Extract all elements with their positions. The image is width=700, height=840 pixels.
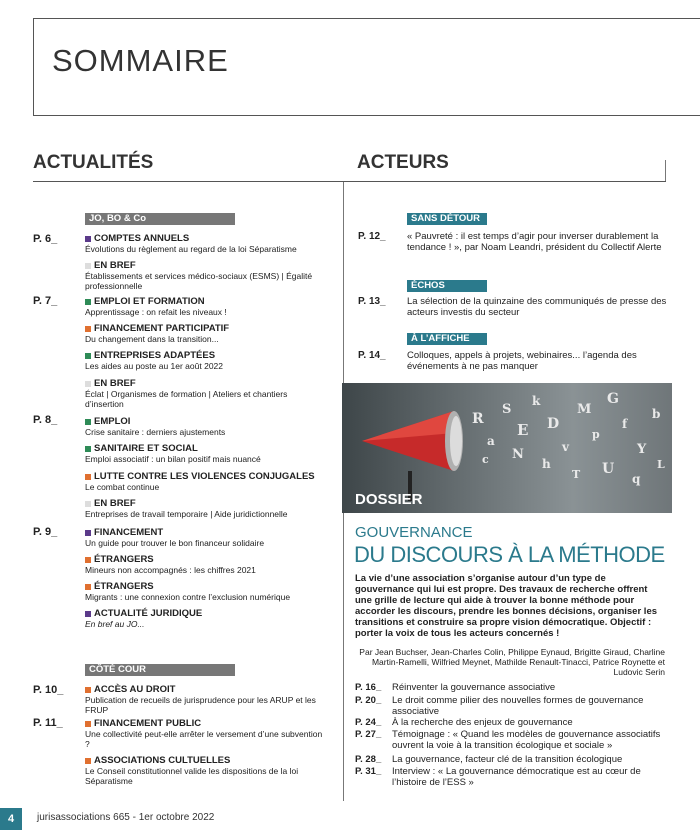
category-square-icon [85, 584, 91, 590]
page-ref: P. 10_ [33, 684, 64, 696]
actualites-heading: ACTUALITÉS [33, 152, 154, 173]
list-item[interactable]: ÉTRANGERS Mineurs non accompagnés : les chiffres 2021 [85, 554, 256, 575]
category-square-icon [85, 721, 91, 727]
label-echos: ÉCHOS [407, 280, 487, 292]
label-jo-bo: JO, BO & Co [85, 213, 235, 225]
page-number: 4 [0, 808, 22, 830]
svg-text:T: T [572, 468, 581, 481]
list-item[interactable]: EN BREF Éclat | Organismes de formation | Ateliers et chantiers d’insertion [85, 378, 288, 409]
page-ref: P. 14_ [358, 350, 386, 361]
category-square-icon [85, 530, 91, 536]
svg-text:D: D [547, 416, 560, 432]
label-a-laffiche: À L’AFFICHE [407, 333, 487, 345]
list-item[interactable]: FINANCEMENT PARTICIPATIF Du changement dans la transition... [85, 323, 230, 344]
list-item[interactable]: EMPLOI Crise sanitaire : derniers ajustements [85, 416, 226, 437]
list-item[interactable]: EN BREF Établissements et services médico-sociaux (ESMS) | Égalité professionnelle [85, 260, 313, 291]
svg-text:R: R [472, 411, 484, 427]
acteurs-text[interactable]: Colloques, appels à projets, webinaires... l’agenda des événements à ne pas manquer [407, 350, 637, 372]
category-square-icon [85, 611, 91, 617]
svg-text:M: M [577, 402, 592, 417]
acteurs-rule-tick [665, 160, 666, 181]
list-item[interactable]: ASSOCIATIONS CULTUELLES Le Conseil constitutionnel valide les dispositions de la loi Séparatisme [85, 755, 299, 786]
category-square-icon [85, 236, 91, 242]
dossier-subtitle: GOUVERNANCE [355, 524, 473, 541]
list-item[interactable]: ENTREPRISES ADAPTÉES Les aides au poste au 1er août 2022 [85, 350, 223, 371]
list-item[interactable]: EN BREF Entreprises de travail temporaire | Aide juridictionnelle [85, 498, 288, 519]
category-square-icon [85, 474, 91, 480]
dossier-title: DU DISCOURS À LA MÉTHODE [354, 542, 665, 567]
page-title: SOMMAIRE [52, 43, 229, 78]
page-ref: P. 9_ [33, 526, 58, 538]
svg-text:k: k [532, 394, 541, 408]
category-square-icon [85, 557, 91, 563]
list-item[interactable]: SANITAIRE ET SOCIAL Emploi associatif : un bilan positif mais nuancé [85, 443, 261, 464]
dossier-item[interactable]: P. 31_ Interview : « La gouvernance démocratique est au cœur de l’histoire de l’ESS » [355, 766, 641, 788]
svg-text:L: L [657, 458, 665, 471]
page-ref: P. 11_ [33, 717, 63, 729]
category-square-icon [85, 381, 91, 387]
svg-text:v: v [562, 440, 569, 454]
page-ref: P. 8_ [33, 414, 58, 426]
svg-text:Y: Y [637, 442, 647, 457]
footer-text: jurisassociations 665 - 1er octobre 2022 [37, 812, 215, 823]
svg-text:f: f [622, 417, 628, 431]
list-item[interactable]: LUTTE CONTRE LES VIOLENCES CONJUGALES Le combat continue [85, 471, 315, 492]
category-square-icon [85, 263, 91, 269]
dossier-intro: La vie d’une association s’organise autour d’un type de gouvernance qui lui est propre. Des travaux de recherche offrent une grille de lecture qui aide à trouver la bonne méthode pour accorder les discours, prendre les bonnes décisions, organiser les transitions et construire sa propre vision démocratique. Objectif : porter la voix de tous les acteurs concernés ! [355, 573, 658, 639]
category-square-icon [85, 326, 91, 332]
acteurs-rule [343, 181, 666, 182]
svg-text:h: h [542, 457, 551, 471]
category-square-icon [85, 353, 91, 359]
svg-text:b: b [652, 407, 661, 421]
acteurs-heading: ACTEURS [357, 152, 449, 173]
label-sans-detour: SANS DÉTOUR [407, 213, 487, 225]
svg-text:p: p [592, 428, 600, 441]
list-item[interactable]: FINANCEMENT Un guide pour trouver le bon financeur solidaire [85, 527, 265, 548]
acteurs-text[interactable]: La sélection de la quinzaine des communiqués de presse des acteurs investis du secteur [407, 296, 667, 318]
list-item[interactable]: ACCÈS AU DROIT Publication de recueils de jurisprudence pour les ARUP et les FRUP [85, 684, 316, 715]
list-item[interactable]: FINANCEMENT PUBLIC Une collectivité peut-elle arrêter le versement d’une subvention ? [85, 718, 323, 749]
page-ref: P. 6_ [33, 233, 58, 245]
category-square-icon [85, 501, 91, 507]
list-item[interactable]: EMPLOI ET FORMATION Apprentissage : on refait les niveaux ! [85, 296, 227, 317]
svg-text:E: E [517, 421, 529, 439]
title-box [33, 18, 700, 116]
page-ref: P. 12_ [358, 231, 386, 242]
page-ref: P. 7_ [33, 295, 58, 307]
actualites-rule [33, 181, 343, 182]
svg-text:S: S [502, 402, 512, 417]
svg-text:q: q [632, 472, 641, 486]
page-ref: P. 13_ [358, 296, 386, 307]
category-square-icon [85, 758, 91, 764]
category-square-icon [85, 687, 91, 693]
dossier-item[interactable]: P. 20_ Le droit comme pilier des nouvelles formes de gouvernance associative [355, 695, 644, 717]
category-square-icon [85, 299, 91, 305]
list-item[interactable]: ACTUALITÉ JURIDIQUE En bref au JO... [85, 608, 203, 629]
category-square-icon [85, 419, 91, 425]
acteurs-text[interactable]: « Pauvreté : il est temps d’agir pour inverser durablement la tendance ! », par Noam Leandri, président du Collectif Alerte [407, 231, 662, 253]
svg-text:a: a [487, 434, 495, 448]
list-item[interactable]: COMPTES ANNUELS Évolutions du règlement au regard de la loi Séparatisme [85, 233, 297, 254]
dossier-label: DOSSIER [355, 491, 423, 508]
svg-text:c: c [482, 453, 489, 466]
svg-text:G: G [607, 391, 619, 407]
label-cote-cour: CÔTÉ COUR [85, 664, 235, 676]
dossier-item[interactable]: P. 27_ Témoignage : « Quand les modèles de gouvernance associatifs ouvrent la voie à la transition écologique et sociale » [355, 729, 661, 751]
dossier-item[interactable]: P. 24_ À la recherche des enjeux de gouvernance [355, 717, 573, 728]
dossier-authors: Par Jean Buchser, Jean-Charles Colin, Philippe Eynaud, Brigitte Giraud, Charline Martin-Ramelli, Wilfried Meynet, Mathilde Renault-Tinacci, Patrice Roynette et Ludovic Serin [359, 647, 665, 677]
svg-text:U: U [602, 461, 615, 477]
category-square-icon [85, 446, 91, 452]
svg-text:N: N [512, 447, 524, 462]
dossier-item[interactable]: P. 28_ La gouvernance, facteur clé de la transition écologique [355, 754, 623, 765]
dossier-item[interactable]: P. 16_ Réinventer la gouvernance associative [355, 682, 556, 693]
list-item[interactable]: ÉTRANGERS Migrants : une connexion contre l’exclusion numérique [85, 581, 291, 602]
